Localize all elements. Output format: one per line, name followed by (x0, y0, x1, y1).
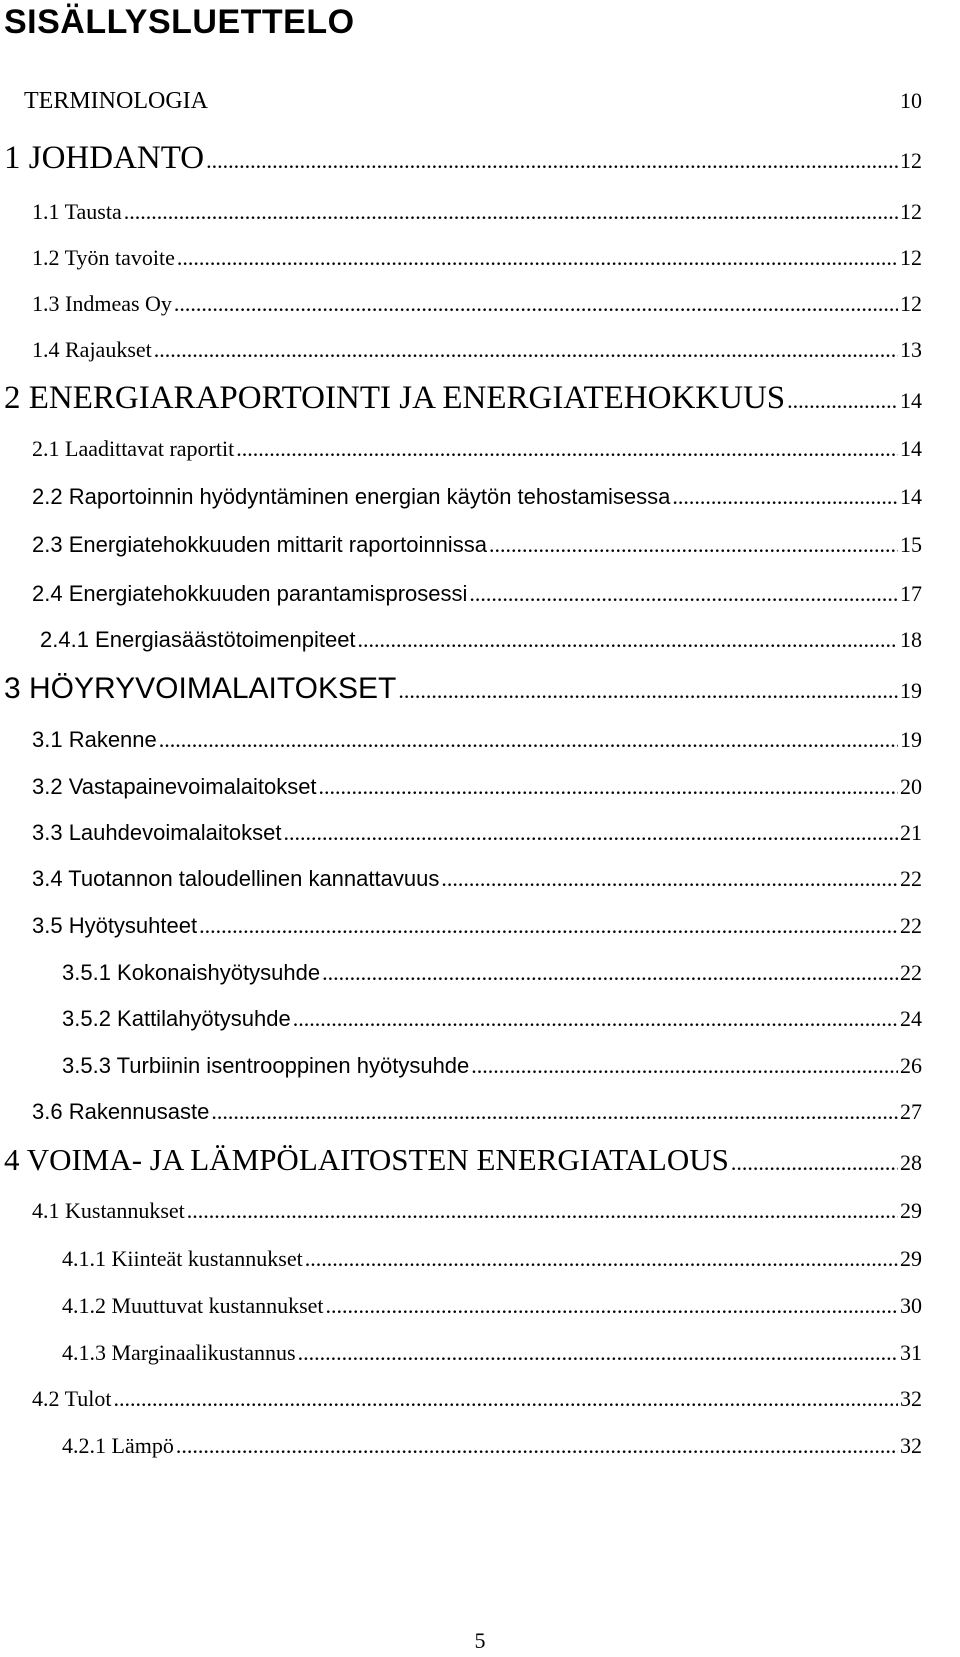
toc-entry-label: 2.1 Laadittavat raportit (32, 436, 235, 461)
toc-page-number: 12 (900, 148, 922, 173)
dot-leader (154, 337, 898, 363)
dot-leader (305, 1246, 898, 1272)
toc-entry-label: 3.5.1 Kokonaishyötysuhde (62, 960, 321, 985)
toc-entry-label: 2.3 Energiatehokkuuden mittarit raportoinnissa (32, 532, 487, 557)
dot-leader (358, 627, 898, 653)
toc-entry-label: 1.2 Työn tavoite (32, 245, 175, 270)
dot-leader (187, 1198, 898, 1224)
toc-entry[interactable] (32, 436, 922, 462)
dot-leader (174, 291, 898, 317)
toc-page-number: 28 (900, 1150, 922, 1175)
toc-entry[interactable] (62, 1433, 922, 1459)
toc-entry[interactable] (4, 380, 922, 417)
toc-entry[interactable] (24, 88, 922, 115)
toc-entry-label: 4.2 Tulot (32, 1386, 112, 1411)
toc-page-number: 31 (900, 1340, 922, 1365)
toc-entry[interactable] (32, 484, 922, 510)
toc-page-number: 29 (900, 1198, 922, 1223)
toc-entry-label: 3 HÖYRYVOIMALAITOKSET (4, 672, 397, 705)
toc-entry[interactable] (62, 1340, 922, 1366)
toc-entry-label: 1 JOHDANTO (4, 140, 205, 176)
toc-entry[interactable] (32, 727, 922, 753)
toc-entry-label: 2.4.1 Energiasäästötoimenpiteet (40, 627, 356, 652)
dot-leader (326, 1293, 898, 1319)
page-number: 5 (474, 1628, 486, 1653)
toc-entry[interactable] (32, 1099, 922, 1125)
toc-entry-label: 3.4 Tuotannon taloudellinen kannattavuus (32, 866, 440, 891)
dot-leader (206, 148, 898, 174)
toc-page-number: 32 (900, 1386, 922, 1411)
toc-entry[interactable] (32, 199, 922, 225)
toc-entry-label: 4 VOIMA- JA LÄMPÖLAITOSTEN ENERGIATALOUS (4, 1142, 729, 1177)
dot-leader (211, 1099, 898, 1125)
toc-page-number: 12 (900, 199, 922, 224)
toc-entry-label: 1.4 Rajaukset (32, 337, 152, 362)
toc-entry-label: 4.1.3 Marginaalikustannus (62, 1340, 296, 1365)
toc-entry[interactable] (32, 532, 922, 558)
toc-page-number: 20 (900, 774, 922, 799)
toc-entry[interactable] (32, 820, 922, 846)
toc-entry-label: 3.1 Rakenne (32, 727, 157, 752)
toc-entry[interactable] (40, 627, 922, 653)
toc-entry[interactable] (4, 672, 922, 706)
dot-leader (787, 388, 898, 414)
toc-entry[interactable] (32, 581, 922, 607)
dot-leader (199, 913, 898, 939)
toc-entry-label: 1.3 Indmeas Oy (32, 291, 172, 316)
dot-leader (441, 866, 898, 892)
dot-leader (284, 820, 899, 846)
dot-leader (731, 1150, 898, 1176)
toc-entry-label: 3.6 Rakennusaste (32, 1099, 210, 1124)
toc-page-number: 30 (900, 1293, 922, 1318)
toc-page-number: 19 (900, 727, 922, 752)
toc-entry[interactable] (62, 960, 922, 986)
toc-entry-label: 1.1 Tausta (32, 199, 122, 224)
toc-entry[interactable] (32, 913, 922, 939)
toc-entry[interactable] (32, 245, 922, 271)
toc-entry-label: 4.1.1 Kiinteät kustannukset (62, 1246, 303, 1271)
toc-page-number: 29 (900, 1246, 922, 1271)
toc-entry-label: 2.2 Raportoinnin hyödyntäminen energian käytön tehostamisessa (32, 484, 671, 509)
toc-page-number: 14 (900, 484, 922, 509)
dot-leader (293, 1006, 898, 1032)
dot-leader (471, 1053, 898, 1079)
toc-page-number: 26 (900, 1053, 922, 1078)
toc-entry[interactable] (62, 1053, 922, 1079)
toc-page-number: 10 (900, 88, 922, 113)
toc-entry[interactable] (4, 140, 922, 177)
toc-page-number: 32 (900, 1433, 922, 1458)
toc-entry[interactable] (32, 1386, 922, 1412)
toc-entry[interactable] (32, 1198, 922, 1224)
dot-leader (398, 678, 898, 704)
toc-entry-label: 4.1 Kustannukset (32, 1198, 185, 1223)
toc-entry[interactable] (32, 774, 922, 800)
dot-leader (298, 1340, 898, 1366)
dot-leader (469, 581, 898, 607)
dot-leader (176, 1433, 898, 1459)
toc-page-number: 19 (900, 678, 922, 703)
dot-leader (672, 484, 898, 510)
toc-page-number: 15 (900, 532, 922, 557)
toc-page-number: 22 (900, 913, 922, 938)
toc-page-number: 21 (900, 820, 922, 845)
toc-page-number: 12 (900, 291, 922, 316)
toc-entry[interactable] (62, 1293, 922, 1319)
toc-entry-label: 3.5.2 Kattilahyötysuhde (62, 1006, 291, 1031)
toc-entry-label: 4.1.2 Muuttuvat kustannukset (62, 1293, 324, 1318)
dot-leader (159, 727, 898, 753)
toc-page-number: 22 (900, 866, 922, 891)
toc-entry[interactable] (32, 866, 922, 892)
toc-entry[interactable] (62, 1006, 922, 1032)
toc-page-number: 13 (900, 337, 922, 362)
toc-page-number: 12 (900, 245, 922, 270)
toc-entry-label: 3.5.3 Turbiinin isentrooppinen hyötysuhde (62, 1053, 470, 1078)
toc-page-number: 18 (900, 627, 922, 652)
toc-page-number: 24 (900, 1006, 922, 1031)
dot-leader (177, 245, 898, 271)
toc-entry[interactable] (62, 1246, 922, 1272)
page-title: SISÄLLYSLUETTELO (4, 3, 355, 41)
toc-page-number: 17 (900, 581, 922, 606)
toc-page-number: 14 (900, 388, 922, 413)
toc-entry-label: 4.2.1 Lämpö (62, 1433, 174, 1458)
toc-page-number: 14 (900, 436, 922, 461)
toc-entry-label: 2 ENERGIARAPORTOINTI JA ENERGIATEHOKKUUS (4, 380, 786, 416)
toc-entry-label: 2.4 Energiatehokkuuden parantamisprosessi (32, 581, 468, 606)
toc-entry-label: 3.2 Vastapainevoimalaitokset (32, 774, 317, 799)
toc-entry[interactable] (4, 1142, 922, 1178)
dot-leader (114, 1386, 899, 1412)
dot-leader (124, 199, 898, 225)
toc-entry[interactable] (32, 337, 922, 363)
toc-page-number: 22 (900, 960, 922, 985)
toc-entry-label: 3.3 Lauhdevoimalaitokset (32, 820, 282, 845)
toc-entry-label: TERMINOLOGIA (24, 88, 208, 114)
dot-leader (489, 532, 898, 558)
dot-leader (322, 960, 898, 986)
dot-leader (319, 774, 898, 800)
toc-entry[interactable] (32, 291, 922, 317)
dot-leader (236, 436, 898, 462)
toc-page-number: 27 (900, 1099, 922, 1124)
toc-entry-label: 3.5 Hyötysuhteet (32, 913, 198, 938)
